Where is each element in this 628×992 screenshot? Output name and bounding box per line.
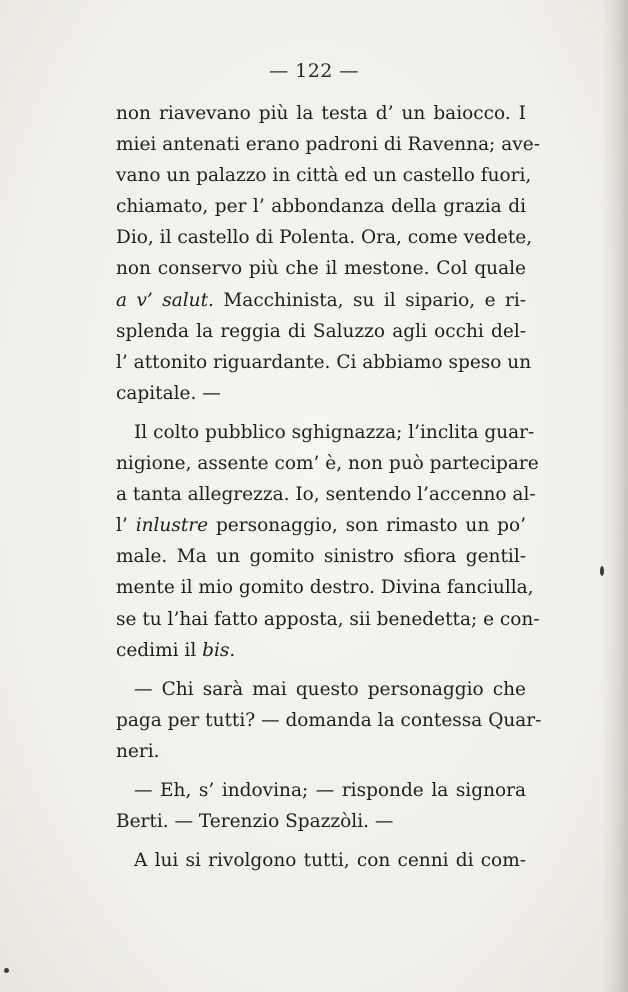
text-line: splenda la reggia di Saluzzo agli occhi del- <box>116 320 526 342</box>
text-line: — Chi sarà mai questo personaggio che <box>134 678 526 700</box>
italic-word: inlustre <box>135 515 209 537</box>
text-line: se tu l’hai fatto apposta, sii benedetta; e con- <box>116 608 540 630</box>
text-line: l’ attonito riguardante. Ci abbiamo speso un <box>116 351 532 373</box>
body-text <box>116 98 542 876</box>
text-line: Dio, il castello di Polenta. Ora, come vedete, <box>116 227 533 249</box>
text-line: a tanta allegrezza. Io, sentendo l’accenno al- <box>116 484 536 506</box>
text-line: miei antenati erano padroni di Ravenna; ave- <box>116 134 540 156</box>
text-line: chiamato, per l’ abbondanza della grazia di <box>116 196 526 218</box>
text-line: cedimi il bis. <box>116 639 236 661</box>
text-line: capitale. — <box>116 382 221 404</box>
text-line: l’ inlustre personaggio, son rimasto un po’ <box>116 515 526 537</box>
ink-speck <box>4 968 9 973</box>
ink-speck <box>600 566 604 576</box>
text-line: — Eh, s’ indovina; — risponde la signora <box>134 779 526 801</box>
italic-word: bis. <box>202 639 236 661</box>
text-line: mente il mio gomito destro. Divina fanciulla, <box>116 577 534 599</box>
text-line: Berti. — Terenzio Spazzòli. — <box>116 811 394 833</box>
text-line: male. Ma un gomito sinistro sfiora gentil- <box>116 546 526 568</box>
text-line: paga per tutti? — domanda la contessa Quar- <box>116 709 542 731</box>
text-line: nigione, assente com’ è, non può partecipare <box>116 453 539 475</box>
text-line: non conservo più che il mestone. Col quale <box>116 258 526 280</box>
text-line: a v’ salut. Macchinista, su il sipario, e ri- <box>116 289 526 311</box>
text-line: non riavevano più la testa d’ un baiocco. I <box>116 103 526 124</box>
text-line: vano un palazzo in città ed un castello fuori, <box>116 165 532 187</box>
text-line: neri. <box>116 740 160 762</box>
text-line: Il colto pubblico sghignazza; l’inclita guar- <box>134 421 535 443</box>
page-number: — 122 — <box>269 60 359 82</box>
text-line: A lui si rivolgono tutti, con cenni di com- <box>134 850 526 872</box>
italic-phrase: a v’ salut. <box>116 289 214 311</box>
page-gutter-shadow <box>602 0 628 992</box>
